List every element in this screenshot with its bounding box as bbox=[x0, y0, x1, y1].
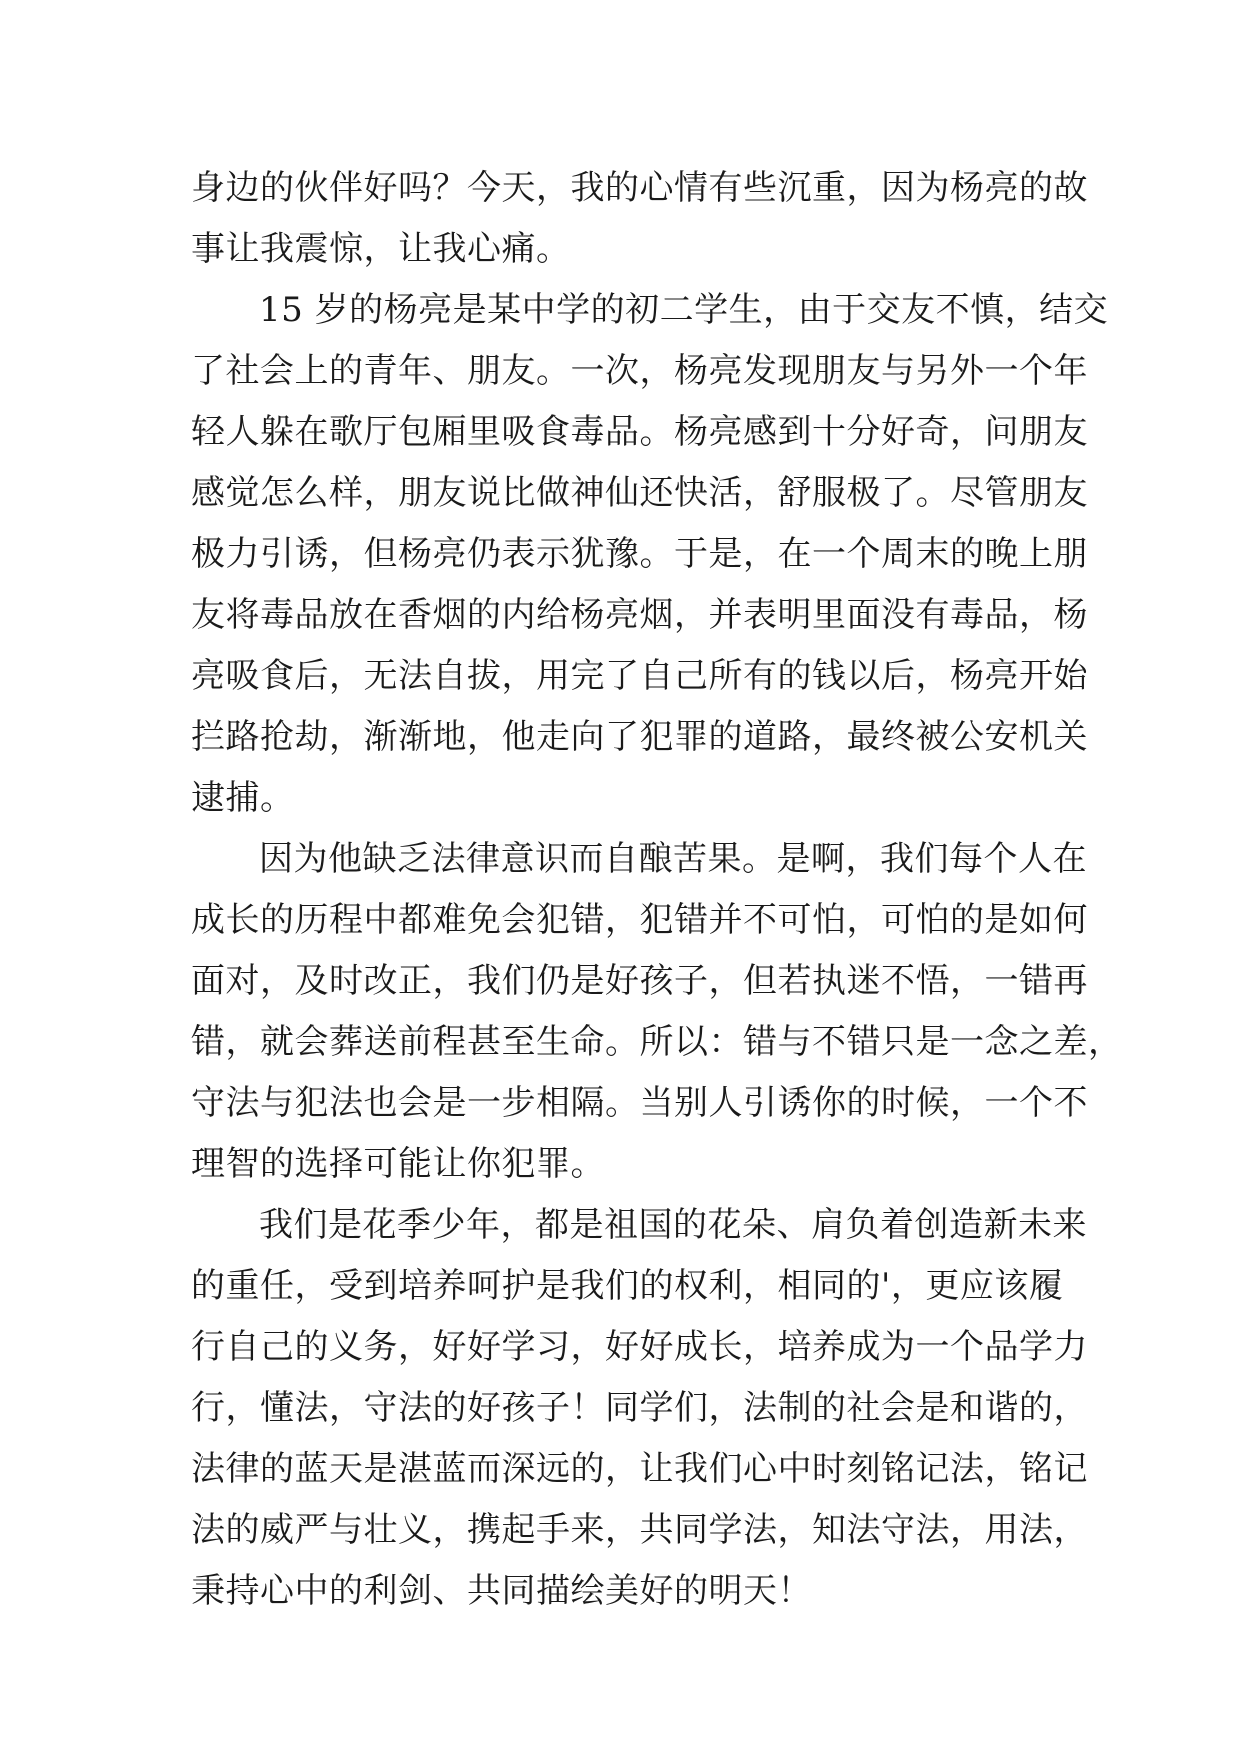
text-line: 轻人躲在歌厅包厢里吸食毒品。杨亮感到十分好奇，问朋友 bbox=[191, 412, 1088, 452]
text-line: 友将毒品放在香烟的内给杨亮烟，并表明里面没有毒品，杨 bbox=[191, 595, 1088, 635]
text-line: 逮捕。 bbox=[191, 778, 295, 818]
text-line: 事让我震惊，让我心痛。 bbox=[191, 229, 571, 269]
text-line: 拦路抢劫，渐渐地，他走向了犯罪的道路，最终被公安机关 bbox=[191, 717, 1088, 757]
paragraph-1 bbox=[191, 158, 1088, 280]
text-line: 身边的伙伴好吗？今天，我的心情有些沉重，因为杨亮的故 bbox=[191, 168, 1088, 208]
text-line: 因为他缺乏法律意识而自酿苦果。是啊，我们每个人在 bbox=[259, 839, 1087, 879]
document-body bbox=[191, 158, 1123, 1622]
text-line: 成长的历程中都难免会犯错，犯错并不可怕，可怕的是如何 bbox=[191, 900, 1088, 940]
paragraph-3 bbox=[191, 829, 1123, 1195]
text-line: 15 岁的杨亮是某中学的初二学生，由于交友不慎，结交 bbox=[259, 290, 1109, 330]
text-line: 极力引诱，但杨亮仍表示犹豫。于是，在一个周末的晚上朋 bbox=[191, 534, 1088, 574]
text-line: 守法与犯法也会是一步相隔。当别人引诱你的时候，一个不 bbox=[191, 1083, 1088, 1123]
text-line: 错，就会葬送前程甚至生命。所以：错与不错只是一念之差， bbox=[191, 1022, 1123, 1062]
text-line: 亮吸食后，无法自拔，用完了自己所有的钱以后，杨亮开始 bbox=[191, 656, 1088, 696]
text-line: 理智的选择可能让你犯罪。 bbox=[191, 1144, 605, 1184]
text-line: 我们是花季少年，都是祖国的花朵、肩负着创造新未来 bbox=[259, 1205, 1087, 1245]
text-line: 行，懂法，守法的好孩子！同学们，法制的社会是和谐的， bbox=[191, 1388, 1088, 1428]
text-line: 行自己的义务，好好学习，好好成长，培养成为一个品学力 bbox=[191, 1327, 1088, 1367]
paragraph-4 bbox=[191, 1195, 1088, 1622]
text-line: 了社会上的青年、朋友。一次，杨亮发现朋友与另外一个年 bbox=[191, 351, 1088, 391]
text-line: 面对，及时改正，我们仍是好孩子，但若执迷不悟，一错再 bbox=[191, 961, 1088, 1001]
text-line: 秉持心中的利剑、共同描绘美好的明天！ bbox=[191, 1571, 812, 1611]
text-line: 的重任，受到培养呵护是我们的权利，相同的'，更应该履 bbox=[191, 1266, 1064, 1306]
text-line: 感觉怎么样，朋友说比做神仙还快活，舒服极了。尽管朋友 bbox=[191, 473, 1088, 513]
paragraph-2 bbox=[191, 280, 1109, 829]
text-line: 法的威严与壮义，携起手来，共同学法，知法守法，用法， bbox=[191, 1510, 1088, 1550]
text-line: 法律的蓝天是湛蓝而深远的，让我们心中时刻铭记法，铭记 bbox=[191, 1449, 1088, 1489]
